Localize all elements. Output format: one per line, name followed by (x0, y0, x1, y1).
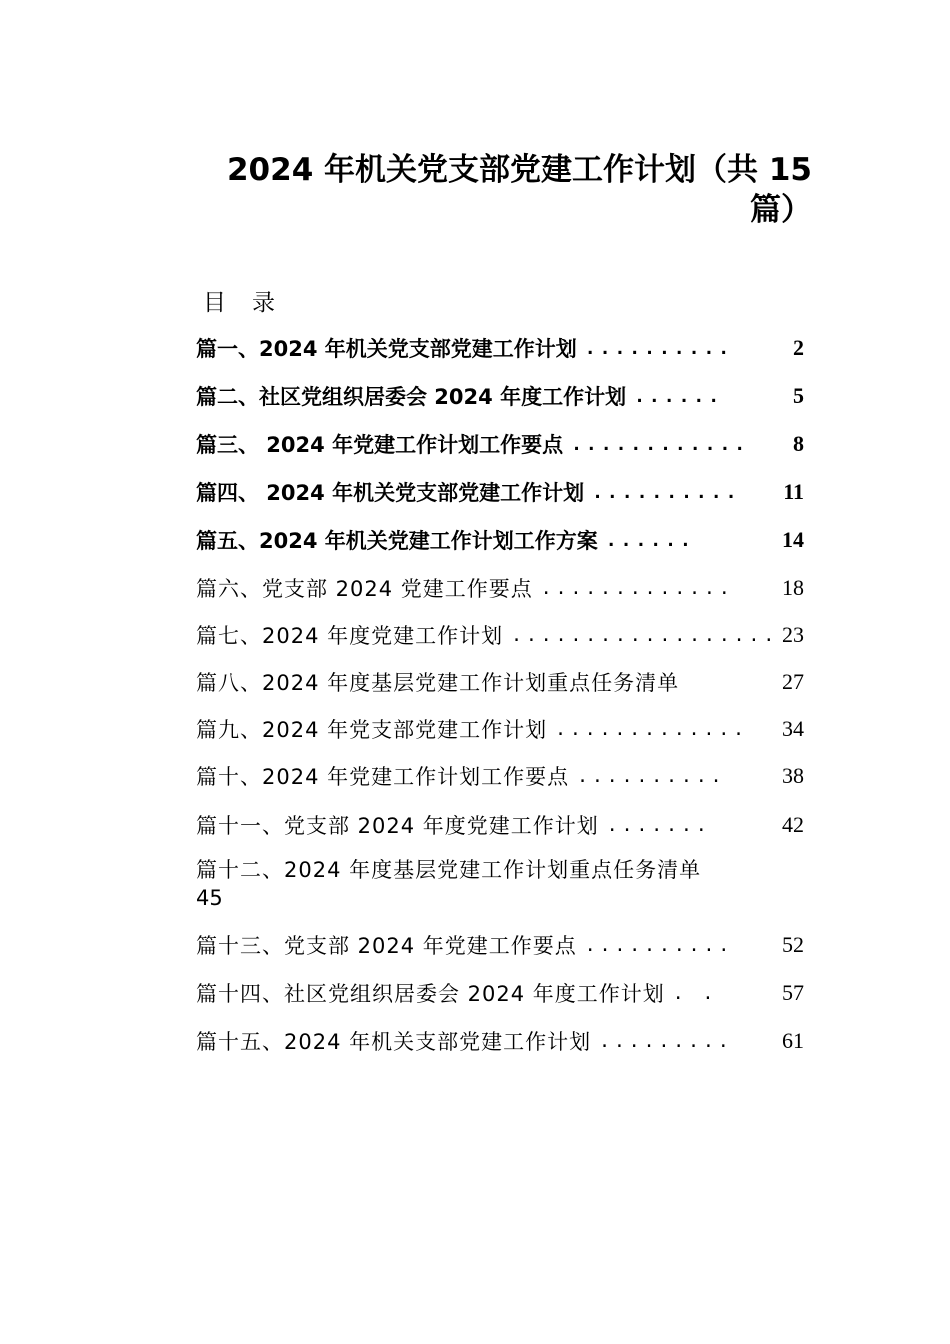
toc-entry-12[interactable] (196, 856, 804, 916)
toc-leader-dots: ....... (606, 814, 711, 836)
toc-leader-dots: .................. (511, 624, 778, 646)
toc-page-number: 8 (793, 431, 804, 456)
toc-leader-dots: ...... (634, 385, 724, 407)
toc-entry-1[interactable] (196, 328, 804, 368)
toc-entry-8[interactable] (196, 662, 804, 702)
toc-entry-label: 篇十四、社区党组织居委会 2024 年度工作计划 (196, 982, 665, 1006)
toc-leader-dots: ............ (571, 433, 750, 455)
toc-entry-4[interactable] (196, 472, 804, 512)
title-line-1: 2024 年机关党支部党建工作计划（共 15 (226, 152, 812, 188)
toc-entry-label: 篇十二、2024 年度基层党建工作计划重点任务清单 (196, 858, 702, 882)
toc-entry-14[interactable] (196, 973, 804, 1013)
toc-heading: 目录 (203, 290, 301, 316)
toc-entry-15[interactable] (196, 1021, 804, 1061)
toc-page-number: 18 (782, 575, 804, 600)
toc-entry-9[interactable] (196, 709, 804, 749)
toc-leader-dots: ............. (555, 718, 749, 740)
toc-entry-label: 篇十三、党支部 2024 年党建工作要点 (196, 934, 577, 958)
toc-leader-dots: .......... (584, 337, 734, 359)
toc-page-number: 61 (782, 1028, 804, 1053)
toc-entry-label: 篇一、2024 年机关党支部党建工作计划 (196, 337, 577, 361)
toc-entry-label: 篇五、2024 年机关党建工作计划工作方案 (196, 529, 598, 553)
toc-entry-label: 篇十、2024 年党建工作计划工作要点 (196, 765, 570, 789)
toc-entry-label: 篇八、2024 年度基层党建工作计划重点任务清单 (196, 671, 680, 695)
toc-leader-dots: ......... (599, 1030, 733, 1052)
toc-leader-dots: .......... (584, 934, 734, 956)
toc-leader-dots: .......... (577, 765, 726, 787)
toc-leader-dots: . . (672, 982, 718, 1004)
title-line-2: 篇） (750, 192, 812, 228)
toc-page-number: 45 (196, 886, 223, 910)
toc-entry-11[interactable] (196, 805, 804, 845)
toc-entry-7[interactable] (196, 615, 804, 655)
toc-leader-dots: ............. (540, 577, 734, 599)
toc-entry-label: 篇二、社区党组织居委会 2024 年度工作计划 (196, 385, 627, 409)
toc-page-number: 57 (782, 980, 804, 1005)
toc-page-number: 5 (793, 383, 804, 408)
toc-leader-dots: ...... (605, 529, 695, 551)
toc-entry-label: 篇六、党支部 2024 党建工作要点 (196, 577, 533, 601)
toc-leader-dots: .......... (592, 481, 741, 503)
toc-entry-6[interactable] (196, 568, 804, 608)
toc-page-number: 23 (782, 622, 804, 647)
toc-entry-5[interactable] (196, 520, 804, 560)
toc-entry-label: 篇十一、党支部 2024 年度党建工作计划 (196, 814, 599, 838)
toc-page-number: 2 (793, 335, 804, 360)
toc-page-number: 14 (782, 527, 804, 552)
toc-entry-label: 篇七、2024 年度党建工作计划 (196, 624, 504, 648)
toc-entry-2[interactable] (196, 376, 804, 416)
toc-entry-label: 篇四、 2024 年机关党支部党建工作计划 (196, 481, 585, 505)
toc-entry-10[interactable] (196, 756, 804, 796)
toc-entry-3[interactable] (196, 424, 804, 464)
toc-entry-label: 篇九、2024 年党支部党建工作计划 (196, 718, 548, 742)
toc-page-number: 52 (782, 932, 804, 957)
document-title (160, 150, 812, 230)
toc-page-number: 34 (782, 716, 804, 741)
toc-entry-label: 篇三、 2024 年党建工作计划工作要点 (196, 433, 564, 457)
toc-entry-13[interactable] (196, 925, 804, 965)
toc-page-number: 11 (783, 479, 804, 504)
toc-page-number: 42 (782, 812, 804, 837)
toc-page-number: 27 (782, 669, 804, 694)
toc-entry-label: 篇十五、2024 年机关支部党建工作计划 (196, 1030, 592, 1054)
toc-page-number: 38 (782, 763, 804, 788)
